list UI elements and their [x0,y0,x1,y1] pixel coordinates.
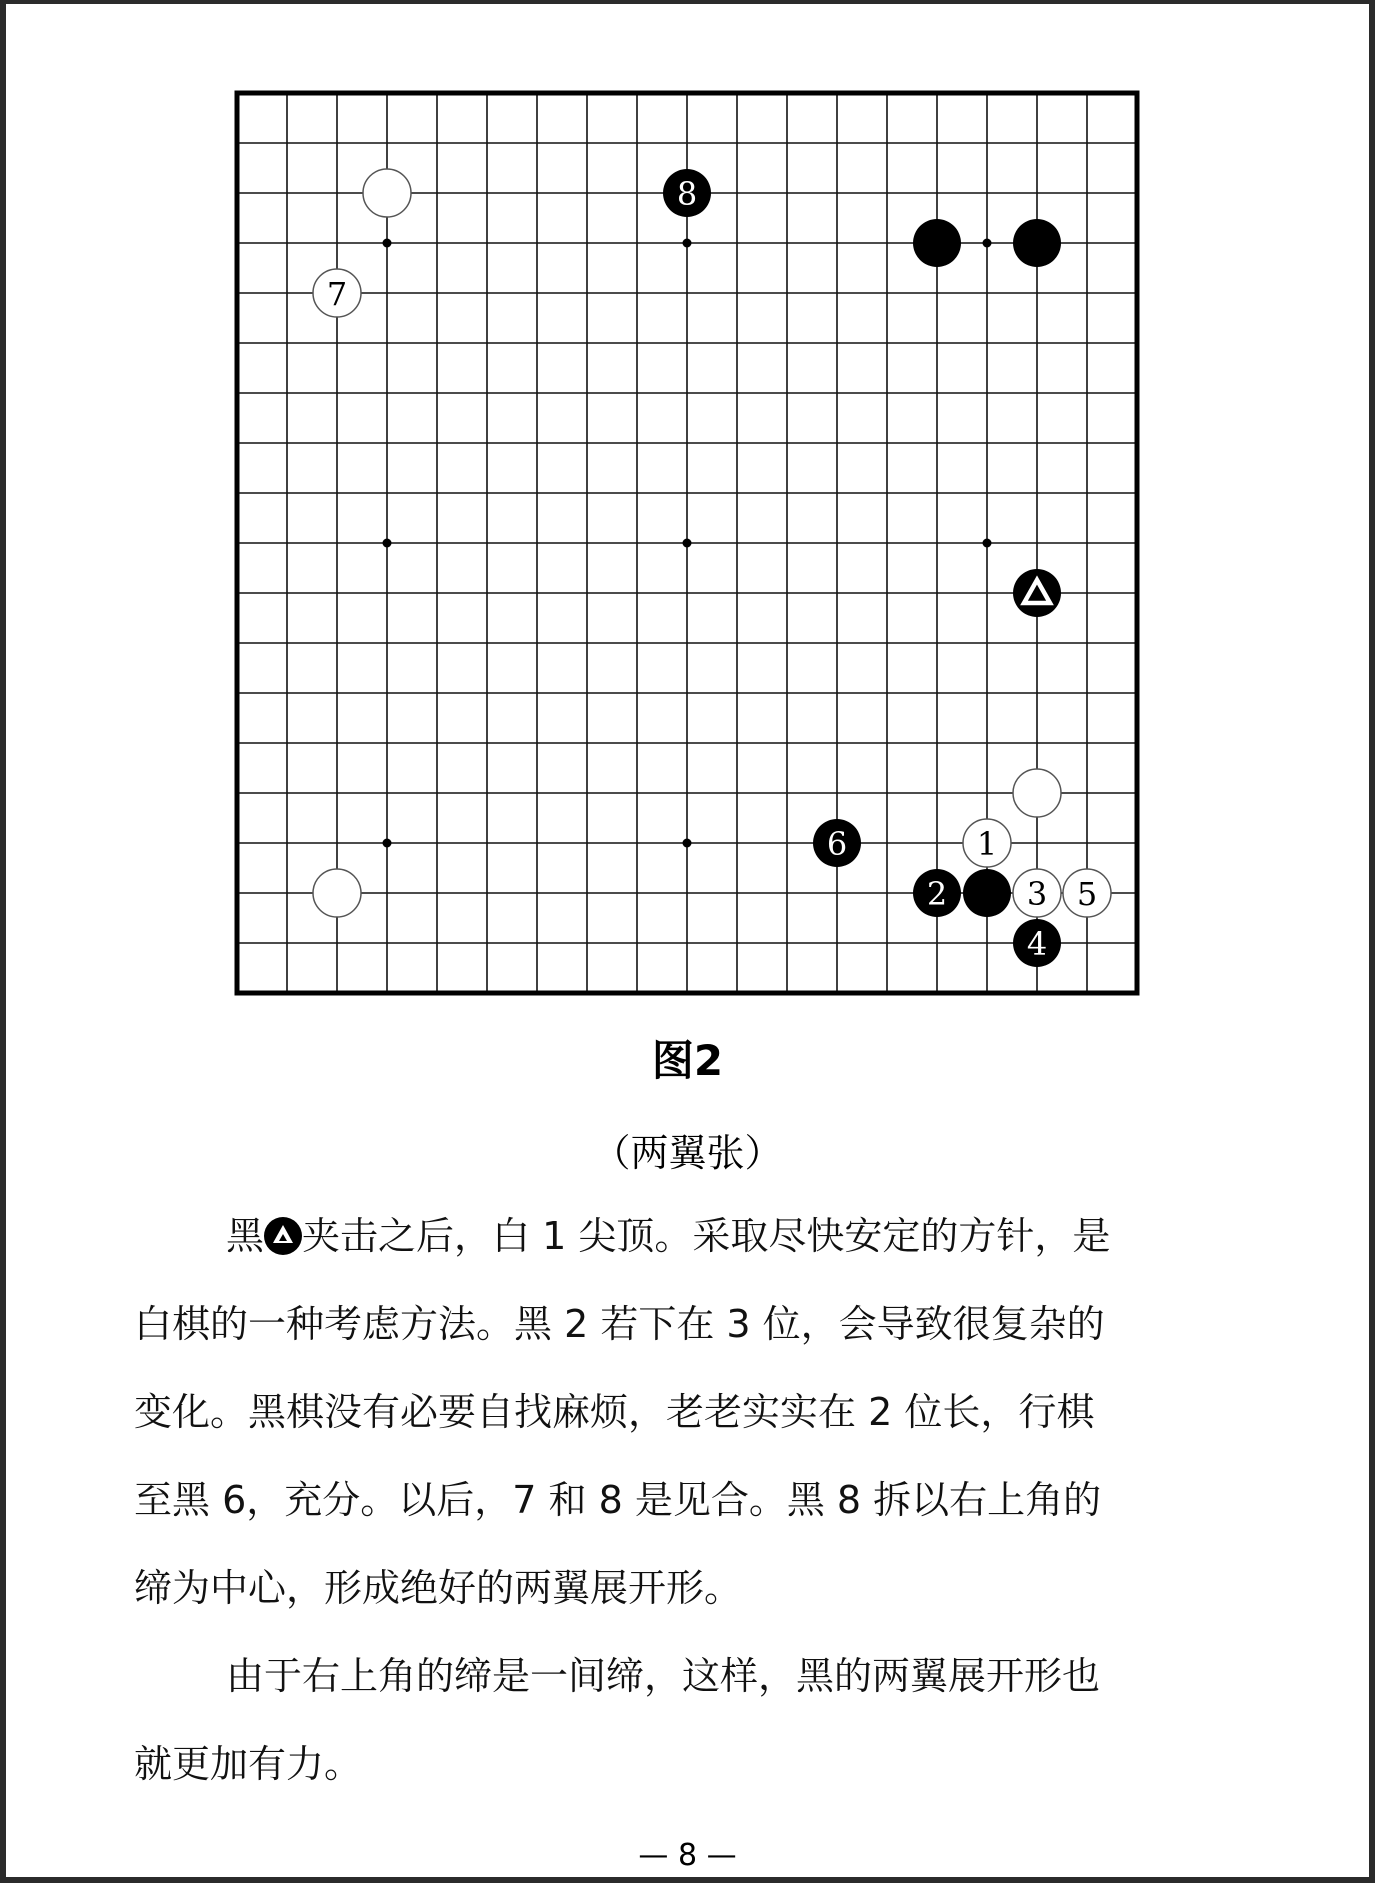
white-stone [363,169,411,217]
stone-move-number: 4 [1026,925,1048,963]
stone-move-number: 1 [976,825,998,863]
paragraph-1-line-4: 至黑 6，充分。以后，7 和 8 是见合。黑 8 拆以右上角的 [134,1478,1102,1522]
stone-move-number: 8 [676,175,698,213]
paragraph-2 [134,1632,1240,1808]
paragraph-1-line-1: 黑 夹击之后，白 1 尖顶。采取尽快安定的方针，是 [226,1214,1111,1258]
black-stone [1013,219,1061,267]
stone-move-number: 6 [826,825,848,863]
black-stone [963,869,1011,917]
paragraph-1-line-2: 白棋的一种考虑方法。黑 2 若下在 3 位，会导致很复杂的 [134,1302,1105,1346]
black-triangle-stone-icon [264,1217,302,1255]
star-point [983,539,992,548]
figure-title: 图2 [651,1036,724,1085]
star-point [683,539,692,548]
paragraph-2-line-1: 由于右上角的缔是一间缔，这样，黑的两翼展开形也 [226,1654,1101,1698]
star-point [383,539,392,548]
star-point [983,239,992,248]
star-point [383,239,392,248]
star-point [683,839,692,848]
star-point [383,839,392,848]
paragraph-2-line-2: 就更加有力。 [134,1742,363,1786]
stone-move-number: 7 [326,275,348,313]
stone-move-number: 5 [1076,875,1098,913]
page-number: — 8 — [638,1838,737,1873]
figure-subtitle: （两翼张） [592,1131,783,1175]
stone-move-number: 3 [1026,875,1048,913]
paragraph-1-line-5: 缔为中心，形成绝好的两翼展开形。 [134,1566,743,1610]
white-stone [313,869,361,917]
paragraph-1-line-3: 变化。黑棋没有必要自找麻烦，老老实实在 2 位长，行棋 [134,1390,1095,1434]
paragraph-1 [134,1192,1240,1632]
black-stone [913,219,961,267]
white-stone [1013,769,1061,817]
stone-move-number: 2 [926,875,948,913]
star-point [683,239,692,248]
